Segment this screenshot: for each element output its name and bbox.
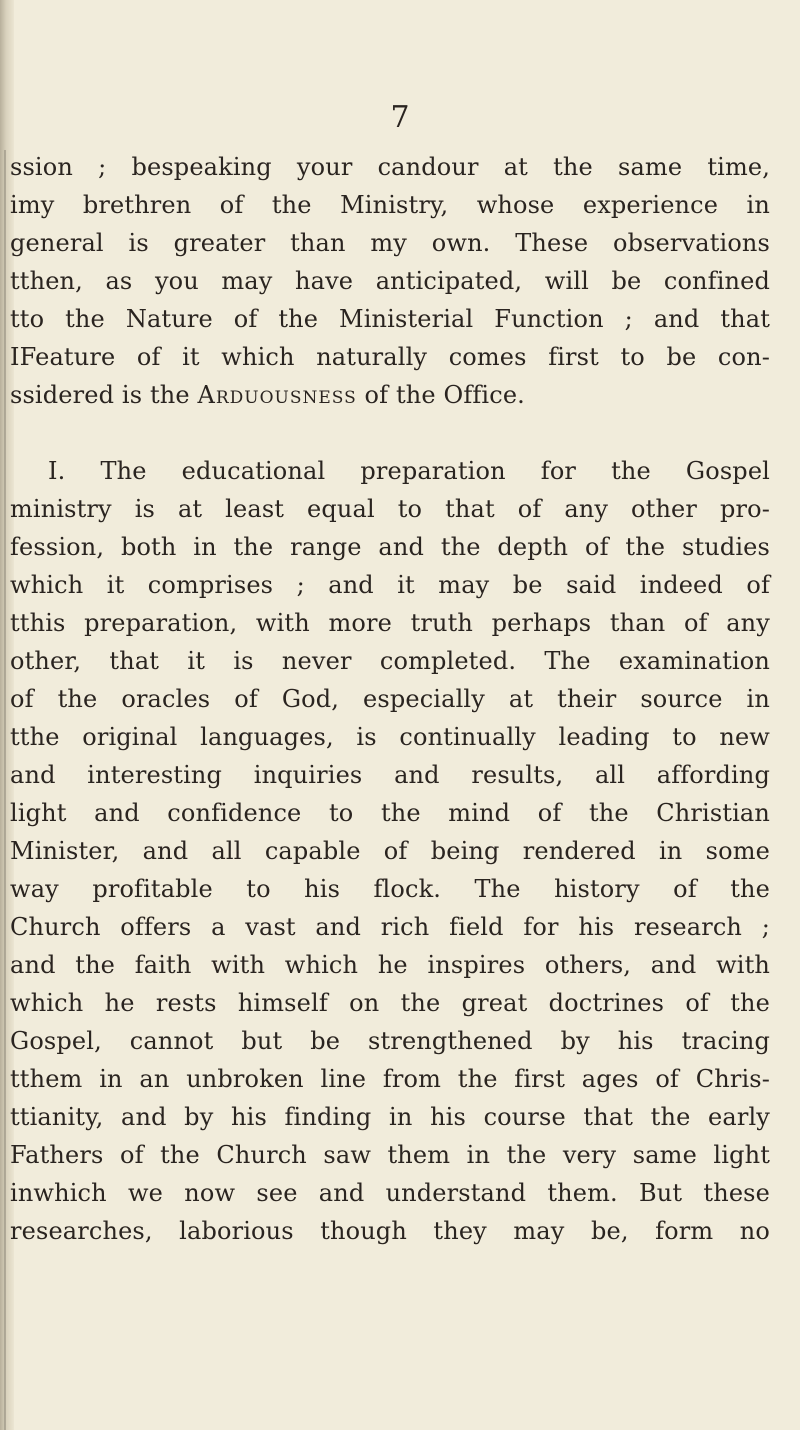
smallcaps-term: Arduousness — [197, 381, 357, 409]
text-line: and interesting inquiries and results, all affording — [10, 761, 770, 789]
text-fragment: ssidered is the — [10, 381, 198, 409]
text-line: way profitable to his flock. The history of the — [10, 875, 770, 903]
text-line: other, that it is never completed. The examination — [10, 647, 770, 675]
text-line: of the oracles of God, especially at their source in — [10, 685, 770, 713]
text-fragment: of the Office. — [356, 381, 525, 409]
text-line: ttianity, and by his finding in his course that the early — [10, 1103, 770, 1131]
page-number: 7 — [390, 100, 410, 135]
text-line: general is greater than my own. These observations — [10, 229, 770, 257]
text-line: tto the Nature of the Ministerial Function ; and that — [10, 305, 770, 333]
body-text — [10, 148, 770, 1250]
text-line: tthem in an unbroken line from the first ages of Chris- — [10, 1065, 770, 1093]
text-line: ssion ; bespeaking your candour at the same time, — [10, 153, 770, 181]
text-line: tthis preparation, with more truth perhaps than of any — [10, 609, 770, 637]
text-line: tthen, as you may have anticipated, will be confined — [10, 267, 770, 295]
text-line: fession, both in the range and the depth of the studies — [10, 533, 770, 561]
text-line: imy brethren of the Ministry, whose experience in — [10, 191, 770, 219]
text-line: ministry is at least equal to that of any other pro- — [10, 495, 770, 523]
text-line: IFeature of it which naturally comes first to be con- — [10, 343, 770, 371]
text-line: Minister, and all capable of being rendered in some — [10, 837, 770, 865]
text-line: and the faith with which he inspires others, and with — [10, 951, 770, 979]
paragraph-gap — [10, 414, 770, 452]
text-line: light and confidence to the mind of the Christian — [10, 799, 770, 827]
section-heading-line: I. The educational preparation for the Gospel — [48, 457, 770, 485]
text-line-last — [10, 376, 770, 414]
text-line: which it comprises ; and it may be said indeed of — [10, 571, 770, 599]
text-line: Church offers a vast and rich field for his research ; — [10, 913, 770, 941]
text-line: inwhich we now see and understand them. But these — [10, 1179, 770, 1207]
text-line: Fathers of the Church saw them in the very same light — [10, 1141, 770, 1169]
binding-shadow-line — [4, 150, 6, 1430]
text-line: tthe original languages, is continually leading to new — [10, 723, 770, 751]
text-line: Gospel, cannot but be strengthened by his tracing — [10, 1027, 770, 1055]
text-line: which he rests himself on the great doctrines of the — [10, 989, 770, 1017]
text-line: researches, laborious though they may be, form no — [10, 1217, 770, 1245]
